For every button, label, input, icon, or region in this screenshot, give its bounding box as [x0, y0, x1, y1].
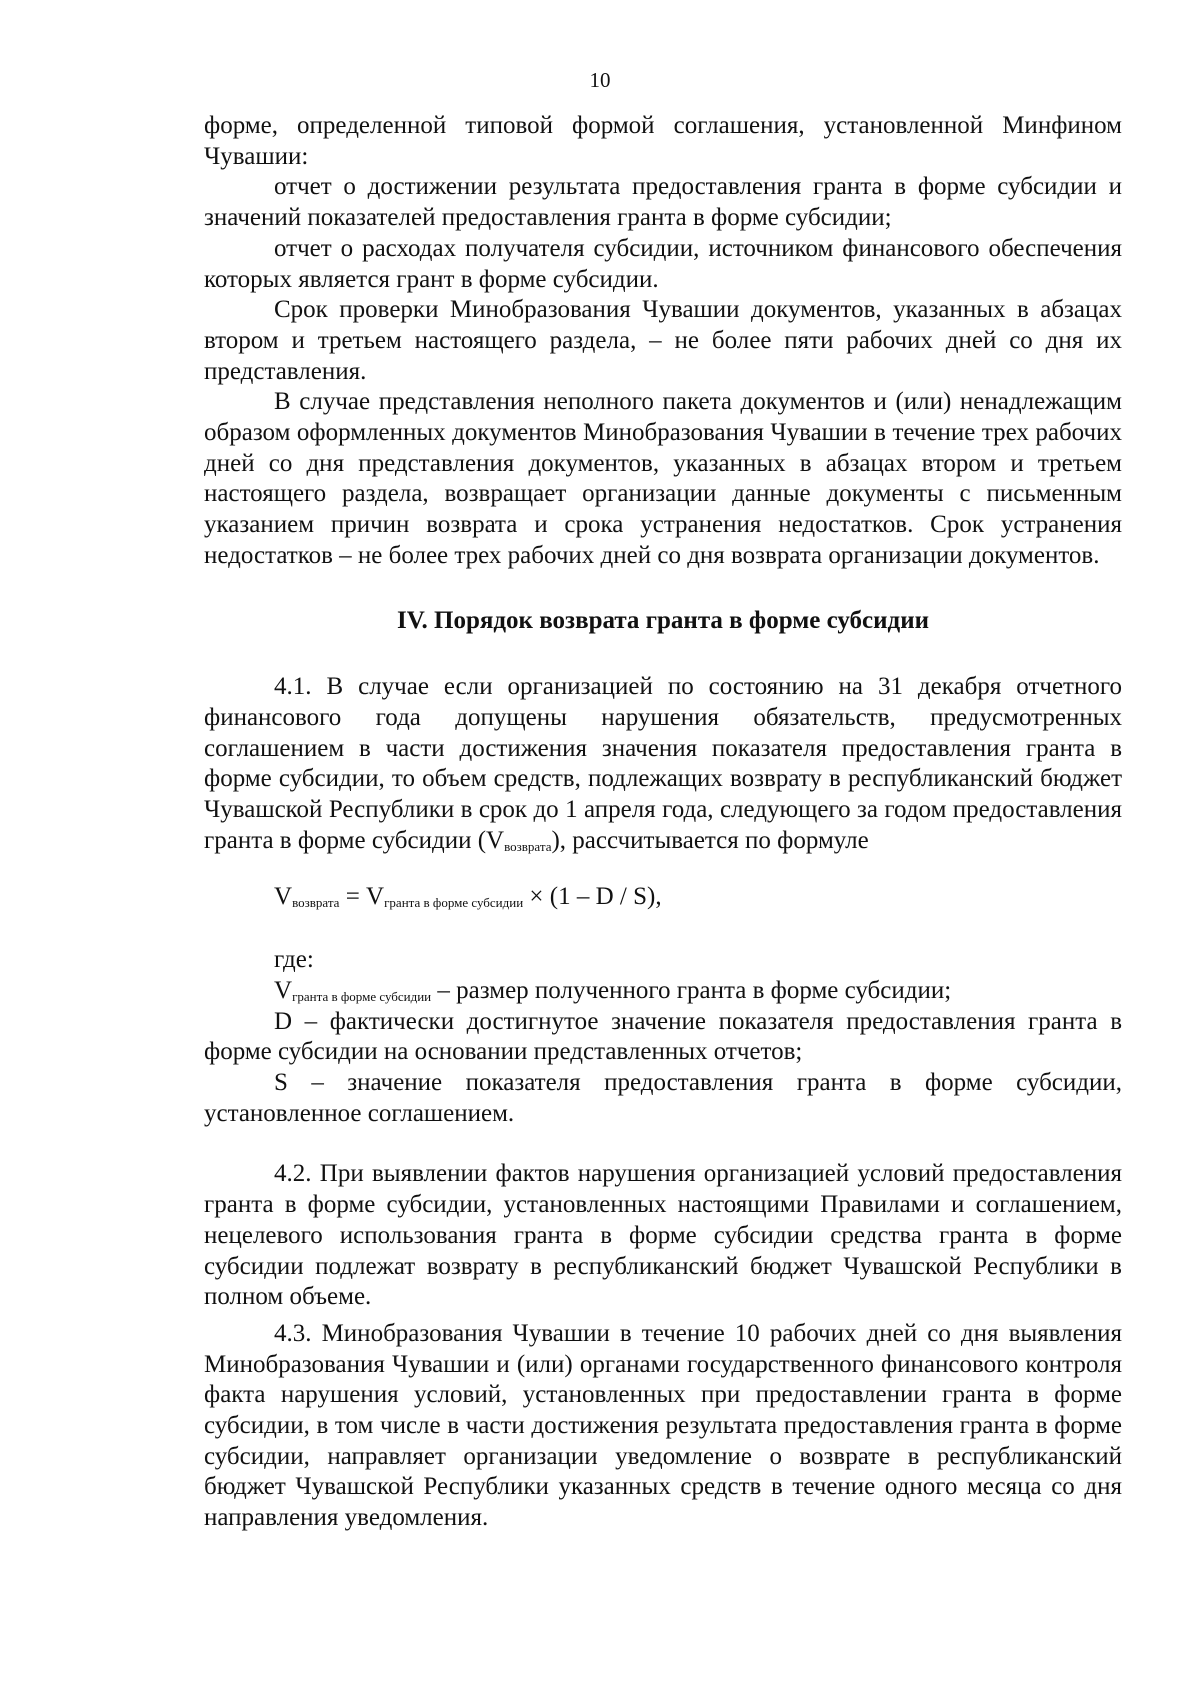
- definition-v: V: [274, 976, 293, 1004]
- formula-rest: × (1 – D / S),: [523, 883, 662, 911]
- definition-d: D – фактически достигнутое значение показателя предоставления гранта в форме субсидии на основании представленных отчетов;: [204, 1007, 1122, 1066]
- paragraph-check-period: Срок проверки Минобразования Чувашии документов, указанных в абзацах втором и третьем настоящего раздела, – не более пяти рабочих дней со дня их представления.: [204, 296, 1122, 385]
- definition-s: S – значение показателя предоставления гранта в форме субсидии, установленное соглашением.: [204, 1068, 1122, 1127]
- formula: [274, 882, 1122, 913]
- page-number: 10: [589, 68, 611, 92]
- paragraph-4-1-tail: ), рассчитывается по формуле: [551, 826, 869, 854]
- subscript-vozvrata: возврата: [504, 838, 552, 854]
- paragraph-4-1-text: 4.1. В случае если организацией по состоянию на 31 декабря отчетного финансового года допущены нарушения обязательств, предусмотренных соглашением в части достижения значения показателя предоставления гранта в форме субсидии, то объем средств, подлежащих возврату в республиканский бюджет Чувашской Республики в срок до 1 апреля года, следующего за годом предоставления гранта в форме субсидии (V: [204, 673, 1122, 854]
- paragraph-4-1: [204, 672, 1122, 856]
- document-body: [204, 111, 1122, 1534]
- paragraph-report-results: отчет о достижении результата предоставления гранта в форме субсидии и значений показателей предоставления гранта в форме субсидии;: [204, 173, 1122, 232]
- formula-sub-return: возврата: [292, 895, 340, 911]
- paragraph-report-expenses: отчет о расходах получателя субсидии, источником финансового обеспечения которых является грант в форме субсидии.: [204, 234, 1122, 293]
- formula-v-return: V: [274, 883, 293, 911]
- section-heading: IV. Порядок возврата гранта в форме субсидии: [396, 606, 930, 634]
- formula-v-grant: = V: [339, 883, 385, 911]
- paragraph-continuation: форме, определенной типовой формой соглашения, установленной Минфином Чувашии:: [204, 112, 1122, 170]
- definition-v-grant: [204, 976, 1122, 1007]
- definition-v-sub: гранта в форме субсидии: [292, 988, 432, 1004]
- paragraph-4-3: 4.3. Минобразования Чувашии в течение 10 рабочих дней со дня выявления Минобразования Чувашии и (или) органами государственного финансового контроля факта нарушения условий, установленных при предоставлении гранта в форме субсидии, в том числе в части достижения результата предоставления гранта в форме субсидии, направляет организации уведомление о возврате в республиканский бюджет Чувашской Республики указанных средств в течение одного месяца со дня направления уведомления.: [204, 1319, 1122, 1532]
- definition-v-text: – размер полученного гранта в форме субсидии;: [431, 976, 952, 1004]
- formula-sub-grant: гранта в форме субсидии: [384, 895, 524, 911]
- paragraph-incomplete-documents: В случае представления неполного пакета документов и (или) ненадлежащим образом оформленных документов Минобразования Чувашии в течение трех рабочих дней со дня представления документов, указанных в абзацах втором и третьем настоящего раздела, возвращает организации данные документы с письменным указанием причин возврата и срока устранения недостатков. Срок устранения недостатков – не более трех рабочих дней со дня возврата организации документов.: [204, 388, 1122, 569]
- where-label: где:: [274, 946, 314, 974]
- paragraph-4-2: 4.2. При выявлении фактов нарушения организацией условий предоставления гранта в форме субсидии, установленных настоящими Правилами и соглашением, нецелевого использования гранта в форме субсидии средства гранта в форме субсидии подлежат возврату в республиканский бюджет Чувашской Республики в полном объеме.: [204, 1160, 1122, 1311]
